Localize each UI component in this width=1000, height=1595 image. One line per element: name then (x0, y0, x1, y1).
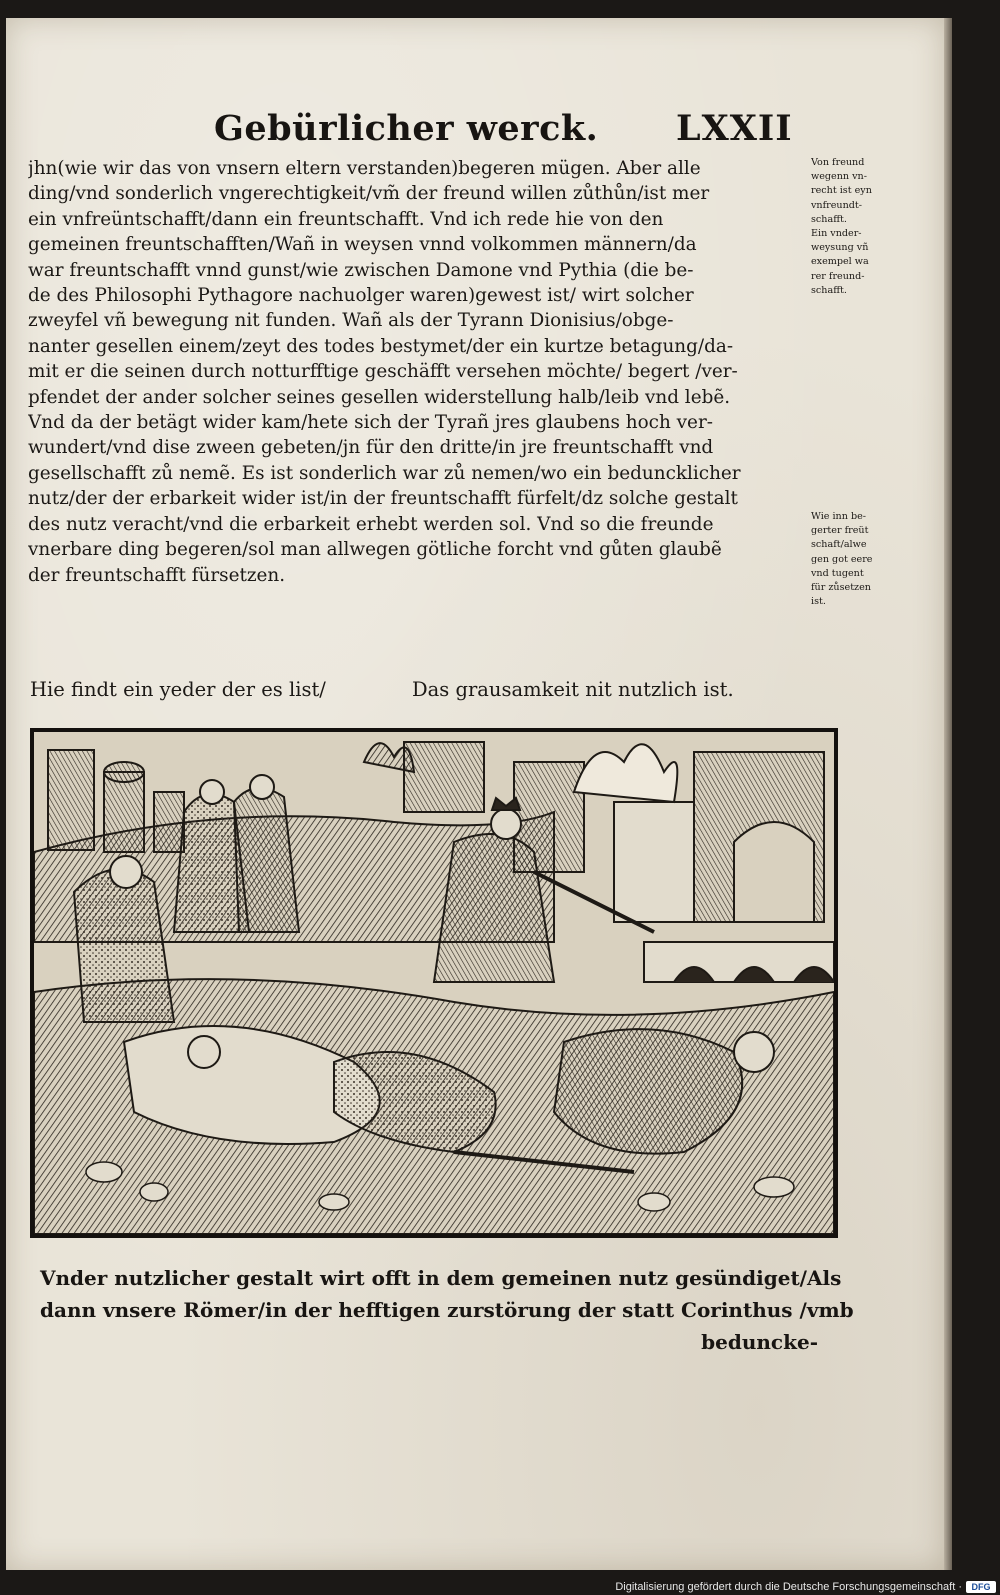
verse-left: Hie findt ein yeder der es list/ (30, 678, 326, 701)
marginal-note-line: vnd tugent (811, 567, 864, 579)
text-line: nutz/der der erbarkeit wider ist/in der freuntschafft fürfelt/dz solche gestalt (28, 488, 738, 510)
text-line: ding/vnd sonderlich vngerechtigkeit/vm̃ der freund willen zůthůn/ist mer (28, 183, 710, 205)
catchword: beduncke- (701, 1330, 818, 1354)
text-line: gemeinen freuntschafften/Wañ in weysen vnnd volkommen männern/da (28, 234, 697, 256)
text-line: de des Philosophi Pythagore nachuolger waren)gewest ist/ wirt solcher (28, 285, 694, 307)
marginal-note-line: Von freund (811, 157, 865, 168)
folio-number: LXXII (676, 108, 793, 149)
marginal-note-line: rer freund- (811, 270, 865, 282)
text-line: ein vnfreüntschafft/dann ein freuntschafft. Vnd ich rede hie von den (28, 208, 664, 230)
text-line: wundert/vnd dise zween gebeten/jn für den dritte/in jre freuntschafft vnd (28, 437, 714, 459)
marginal-note-line: vnfreundt- (811, 199, 863, 211)
marginal-note-line: für zůsetzen (811, 582, 871, 594)
footer-credit: Digitalisierung gefördert durch die Deutsche Forschungsgemeinschaft · (615, 1581, 962, 1593)
text-line: des nutz veracht/vnd die erbarkeit erhebt werden sol. Vnd so die freunde (28, 513, 714, 535)
marginal-note (811, 510, 911, 609)
marginal-note-line: schafft. (811, 284, 847, 296)
text-line: jhn(wie wir das von vnsern eltern verstanden)begeren mügen. Aber alle (28, 158, 701, 179)
marginal-note-line: weysung vñ (811, 242, 869, 254)
text-line: pfendet der ander solcher seines gesellen widerstellung halb/leib vnd lebẽ. (28, 386, 731, 408)
text-line: gesellschafft zů nemẽ. Es ist sonderlich war zů nemen/wo ein beduncklicher (28, 462, 741, 484)
running-head: Gebürlicher werck. (214, 108, 599, 149)
text-line: Vnd da der betägt wider kam/hete sich der Tyrañ jres glaubens hoch ver- (28, 412, 713, 434)
text-line: nanter gesellen einem/zeyt des todes bestymet/der ein kurtze betagung/da- (28, 335, 734, 357)
marginal-note-line: wegenn vn- (811, 171, 867, 183)
marginal-note-line: ist. (811, 596, 826, 608)
caption-text (40, 1262, 854, 1358)
marginal-note-line: gen got eere (811, 553, 873, 565)
bridge (644, 942, 834, 982)
text-line: der freuntschafft fürsetzen. (28, 564, 286, 586)
verse-right: Das grausamkeit nit nutzlich ist. (412, 678, 734, 701)
caption-line: dann vnsere Römer/in der hefftigen zurstörung der statt Corinthus /vmb (40, 1298, 854, 1322)
text-line: mit er die seinen durch notturfftige geschäfft versehen möchte/ begert /ver- (28, 361, 738, 383)
marginal-note (811, 156, 911, 298)
marginal-note-line: exempel wa (811, 256, 869, 268)
woodcut-illustration (30, 728, 838, 1238)
marginal-note-line: schaft/alwe (811, 539, 867, 551)
marginal-note-line: schafft. (811, 213, 847, 225)
text-line: war freuntschafft vnnd gunst/wie zwischen Damone vnd Pythia (die be- (28, 259, 694, 281)
dfg-logo-icon: DFG (966, 1581, 996, 1593)
main-text-block (28, 156, 814, 588)
marginal-note-line: Ein vnder- (811, 228, 862, 240)
caption-line: Vnder nutzlicher gestalt wirt offt in dem gemeinen nutz gesündiget/Als (40, 1266, 842, 1290)
marginal-note-line: recht ist eyn (811, 185, 872, 197)
marginal-note-line: Wie inn be- (811, 511, 867, 522)
woodcut-image (34, 732, 834, 1234)
marginal-note-line: gerter freüt (811, 525, 869, 537)
page-edge (944, 18, 952, 1570)
text-line: zweyfel vñ bewegung nit funden. Wañ als der Tyrann Dionisius/obge- (28, 310, 674, 332)
text-line: vnerbare ding begeren/sol man allwegen götliche forcht vnd gůten glaubẽ (28, 539, 722, 561)
